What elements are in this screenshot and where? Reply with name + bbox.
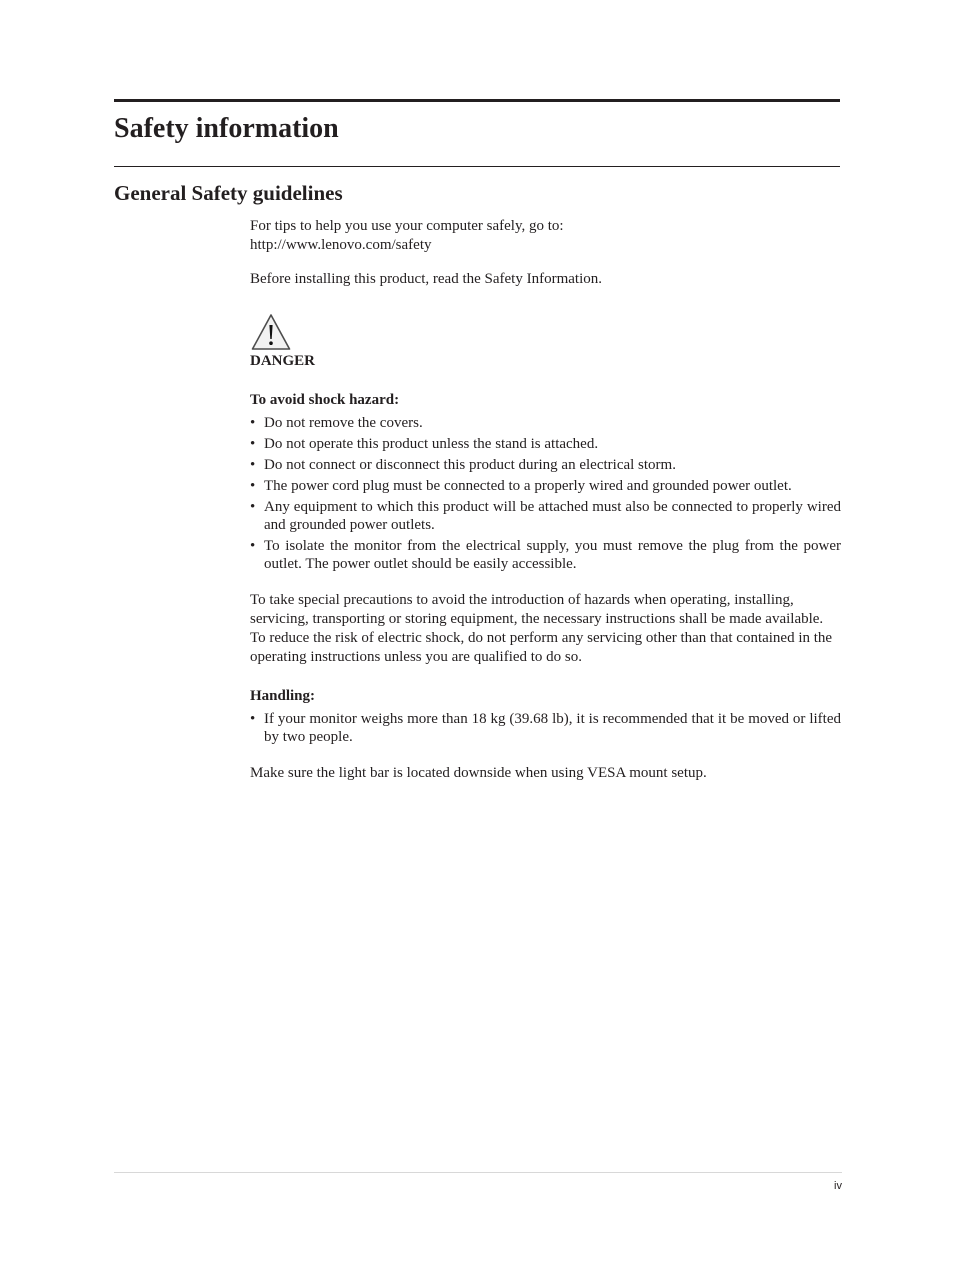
read-first-text: Before installing this product, read the Safety Information. — [250, 271, 602, 287]
list-item: • Do not operate this product unless the stand is attached. — [250, 435, 841, 453]
list-item: • The power cord plug must be connected to a properly wired and grounded power outlet. — [250, 477, 841, 495]
list-item: • Any equipment to which this product will be attached must also be connected to properly wired and grounded power outlets. — [250, 498, 841, 534]
top-rule — [114, 99, 840, 102]
handling-heading: Handling: — [250, 688, 316, 704]
handling-list — [250, 710, 841, 746]
danger-label: DANGER — [250, 353, 316, 369]
list-item: • To isolate the monitor from the electrical supply, you must remove the plug from the power outlet. The power outlet should be easily accessible. — [250, 537, 841, 573]
list-item: • Do not remove the covers. — [250, 414, 841, 432]
warning-icon — [250, 312, 292, 352]
list-item: • If your monitor weighs more than 18 kg (39.68 lb), it is recommended that it be moved or lifted by two people. — [250, 710, 841, 746]
page-title: Safety information — [114, 113, 339, 144]
list-item: • Do not connect or disconnect this product during an electrical storm. — [250, 456, 841, 474]
vesa-note: Make sure the light bar is located downside when using VESA mount setup. — [250, 765, 707, 781]
servicing-text: To reduce the risk of electric shock, do not perform any servicing other than that contained in the operating instructions unless you are qualified to do so. — [250, 630, 833, 665]
shock-heading: To avoid shock hazard: — [250, 392, 400, 408]
footer-rule — [114, 1172, 842, 1173]
page-number: iv — [834, 1180, 842, 1192]
intro-text: For tips to help you use your computer safely, go to: — [250, 218, 564, 234]
precautions-text: To take special precautions to avoid the introduction of hazards when operating, installing, servicing, transporting or storing equipment, the necessary instructions shall be made available. — [250, 592, 824, 627]
shock-list — [250, 414, 841, 573]
safety-link[interactable]: http://www.lenovo.com/safety — [250, 237, 432, 253]
title-divider — [114, 166, 840, 167]
section-title: General Safety guidelines — [114, 181, 343, 205]
content-body — [250, 217, 841, 783]
